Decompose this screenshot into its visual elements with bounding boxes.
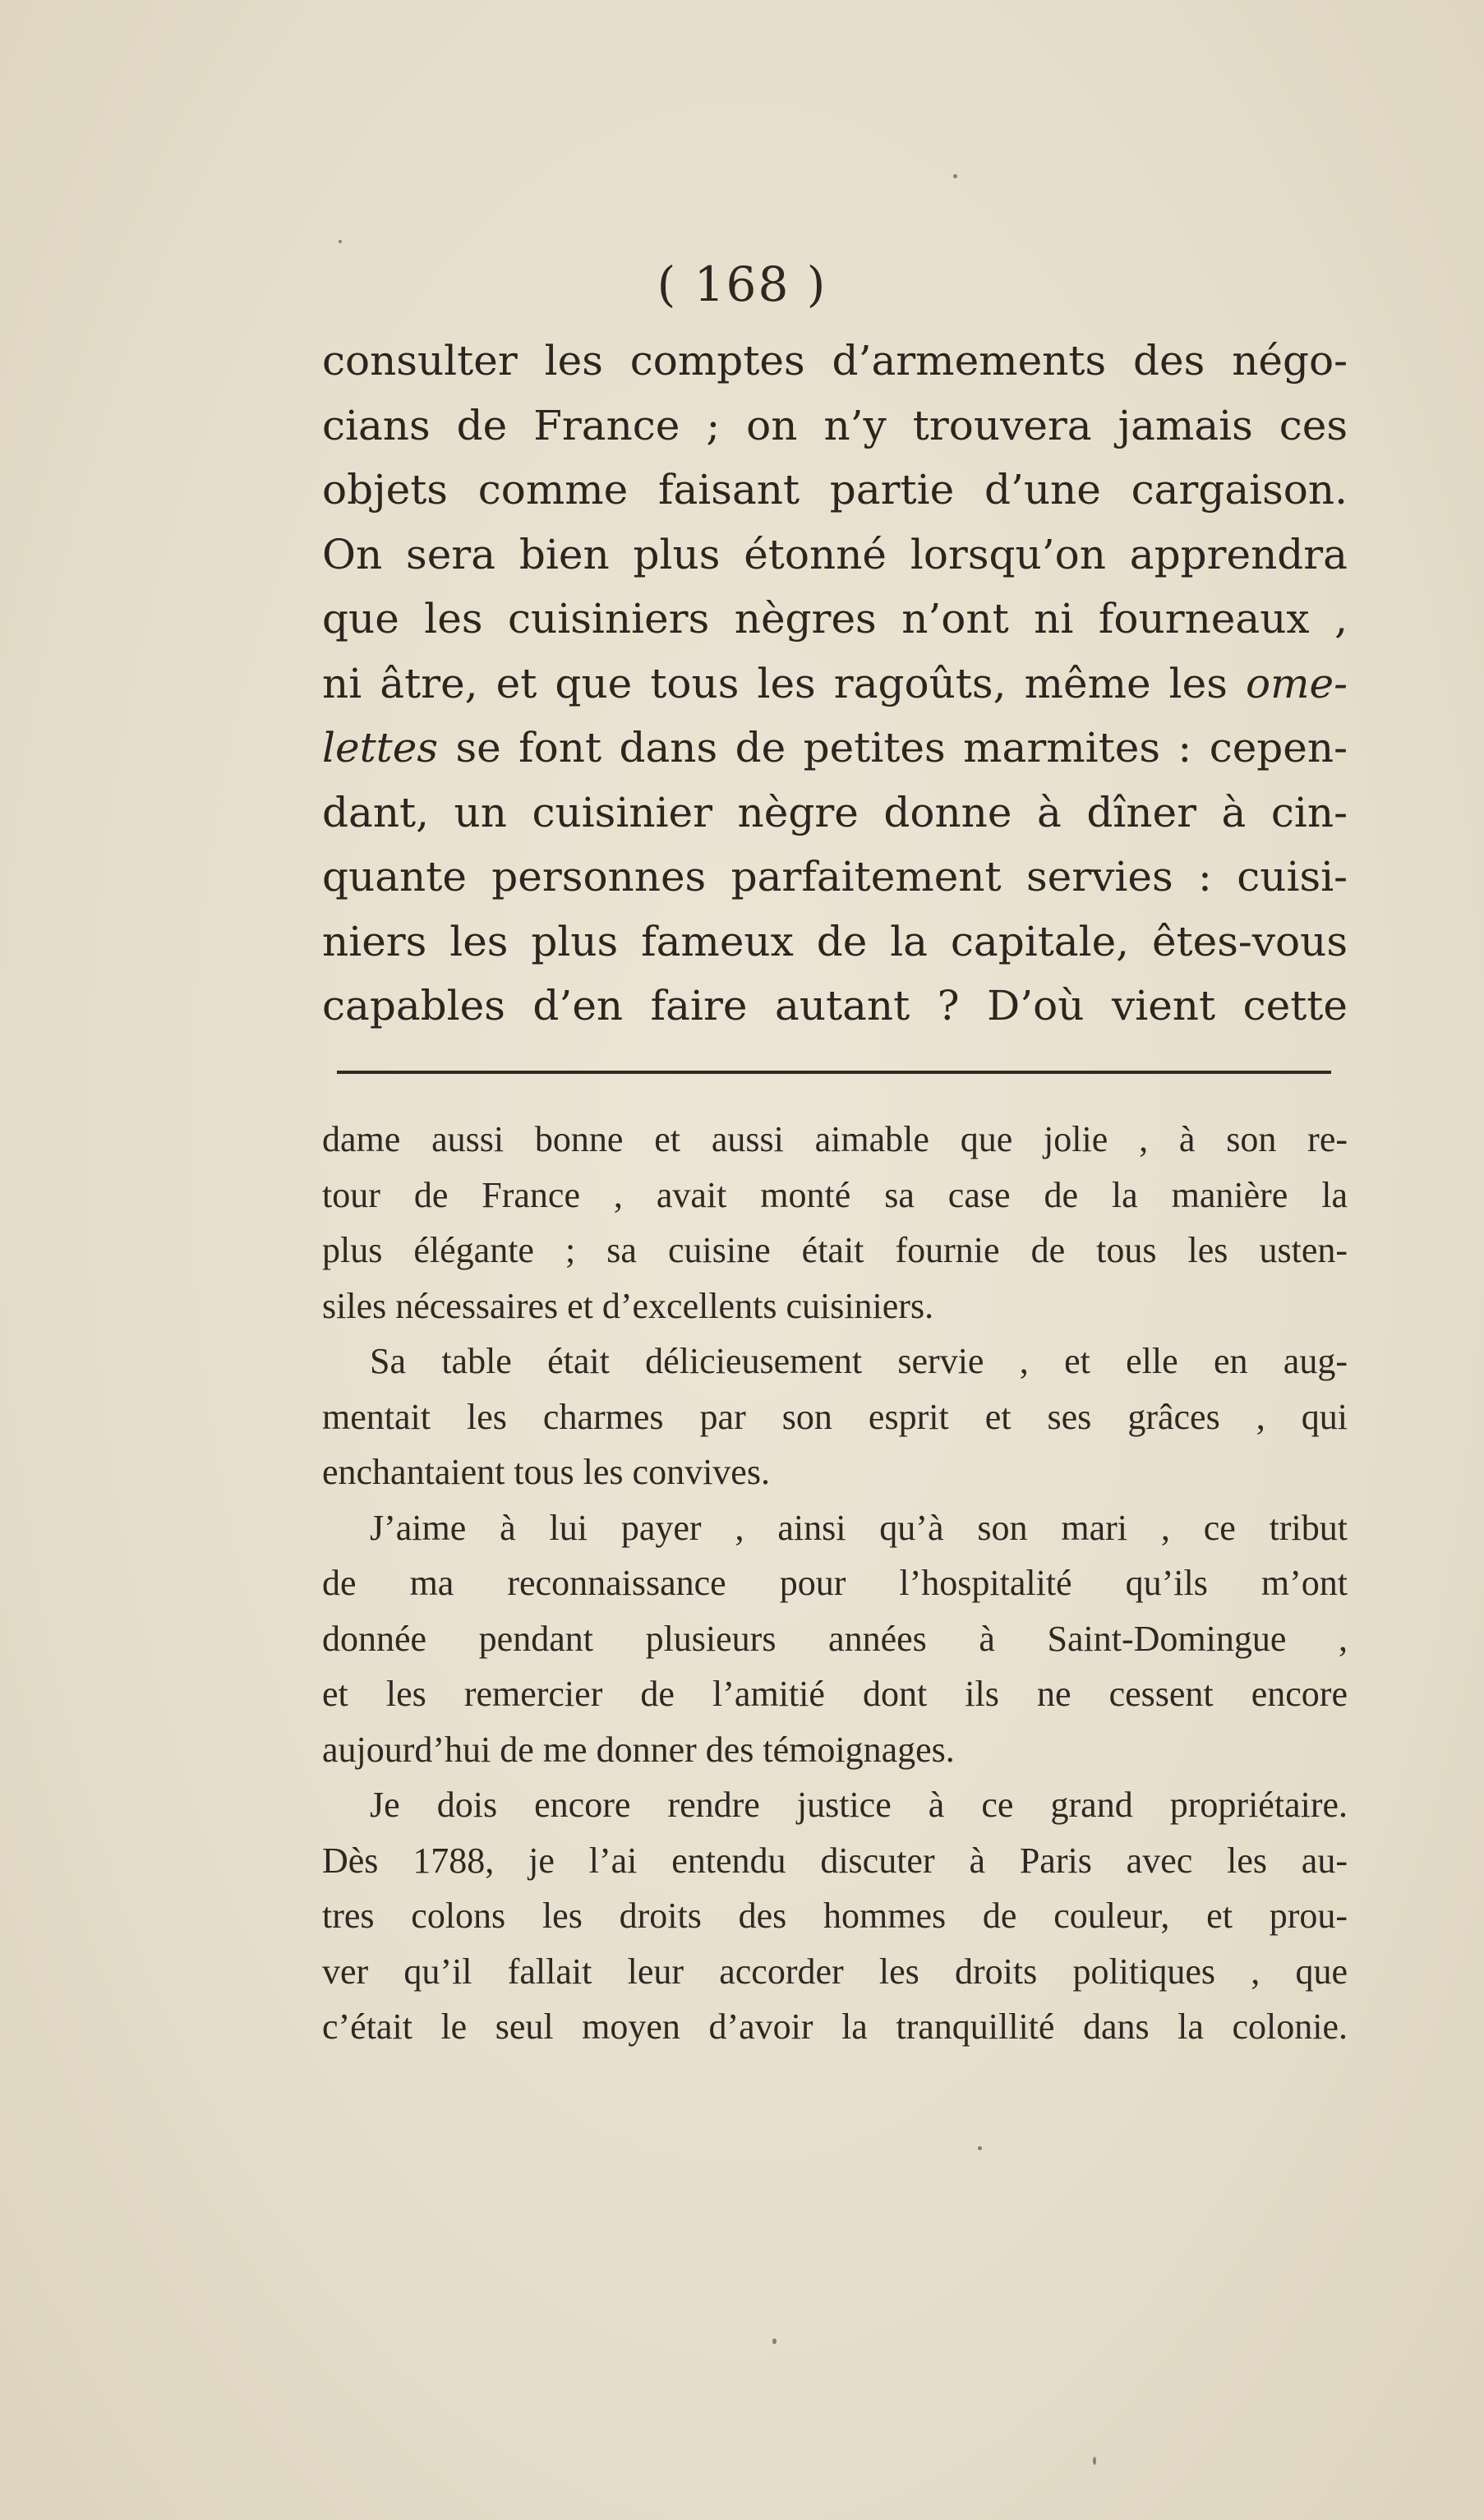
footnote-line: aujourd’hui de me donner des témoignages.	[322, 1729, 955, 1770]
text-line: quante personnes parfaitement servies : cuisi-	[322, 853, 1348, 901]
paper-speck	[339, 240, 342, 243]
footnote-separator-rule	[337, 1071, 1331, 1074]
italic-word: lettes	[322, 724, 439, 772]
footnote-line: siles nécessaires et d’excellents cuisiniers.	[322, 1285, 934, 1326]
text-line: consulter les comptes d’armements des négo-	[322, 337, 1348, 385]
text-line: que les cuisiniers nègres n’ont ni fourneaux ,	[322, 595, 1348, 643]
text-line: dant, un cuisinier nègre donne à dîner à cin-	[322, 788, 1348, 836]
text-line: On sera bien plus étonné lorsqu’on apprendra	[322, 530, 1348, 578]
footnote-line: dame aussi bonne et aussi aimable que jolie , à son re-	[322, 1119, 1348, 1159]
footnote-line: enchantaient tous les convives.	[322, 1452, 770, 1492]
footnote-line: et les remercier de l’amitié dont ils ne cessent encore	[322, 1674, 1348, 1714]
text-line: cians de France ; on n’y trouvera jamais ces	[322, 401, 1348, 449]
paper-speck	[953, 174, 957, 178]
footnote-line: c’était le seul moyen d’avoir la tranquillité dans la colonie.	[322, 2006, 1348, 2047]
footnote-line: mentait les charmes par son esprit et ses grâces , qui	[322, 1396, 1348, 1437]
footnote-block	[322, 1112, 1348, 2055]
footnote-line: tres colons les droits des hommes de couleur, et prou-	[322, 1896, 1348, 1936]
text-line: niers les plus fameux de la capitale, êtes-vous	[322, 917, 1348, 965]
text-line: objets comme faisant partie d’une cargaison.	[322, 466, 1348, 514]
footnote-line: tour de France , avait monté sa case de la manière la	[322, 1174, 1348, 1215]
text-line-with-italic	[322, 652, 1348, 716]
page-number: ( 168 )	[657, 256, 827, 312]
text-segment: ni âtre, et que tous les ragoûts, même les	[322, 659, 1246, 707]
footnote-line: de ma reconnaissance pour l’hospitalité qu’ils m’ont	[322, 1563, 1348, 1603]
text-line: capables d’en faire autant ? D’où vient cette	[322, 982, 1348, 1030]
footnote-line: ver qu’il fallait leur accorder les droits politiques , que	[322, 1951, 1348, 1992]
footnote-line: plus élégante ; sa cuisine était fournie de tous les usten-	[322, 1230, 1348, 1270]
italic-word: ome-	[1246, 659, 1348, 707]
text-segment: se font dans de petites marmites : cepen-	[438, 724, 1348, 772]
main-text-block	[322, 329, 1348, 1039]
footnote-line: Je dois encore rendre justice à ce grand propriétaire.	[370, 1785, 1348, 1825]
footnote-line: J’aime à lui payer , ainsi qu’à son mari , ce tribut	[370, 1507, 1348, 1548]
text-line-with-italic	[322, 716, 1348, 781]
paper-speck	[772, 2338, 777, 2344]
paper-speck	[978, 2146, 982, 2150]
paper-speck	[1093, 2457, 1096, 2465]
footnote-line: Dès 1788, je l’ai entendu discuter à Paris avec les au-	[322, 1840, 1348, 1881]
footnote-line: donnée pendant plusieurs années à Saint-Domingue ,	[322, 1618, 1348, 1659]
footnote-line: Sa table était délicieusement servie , et elle en aug-	[370, 1341, 1348, 1381]
